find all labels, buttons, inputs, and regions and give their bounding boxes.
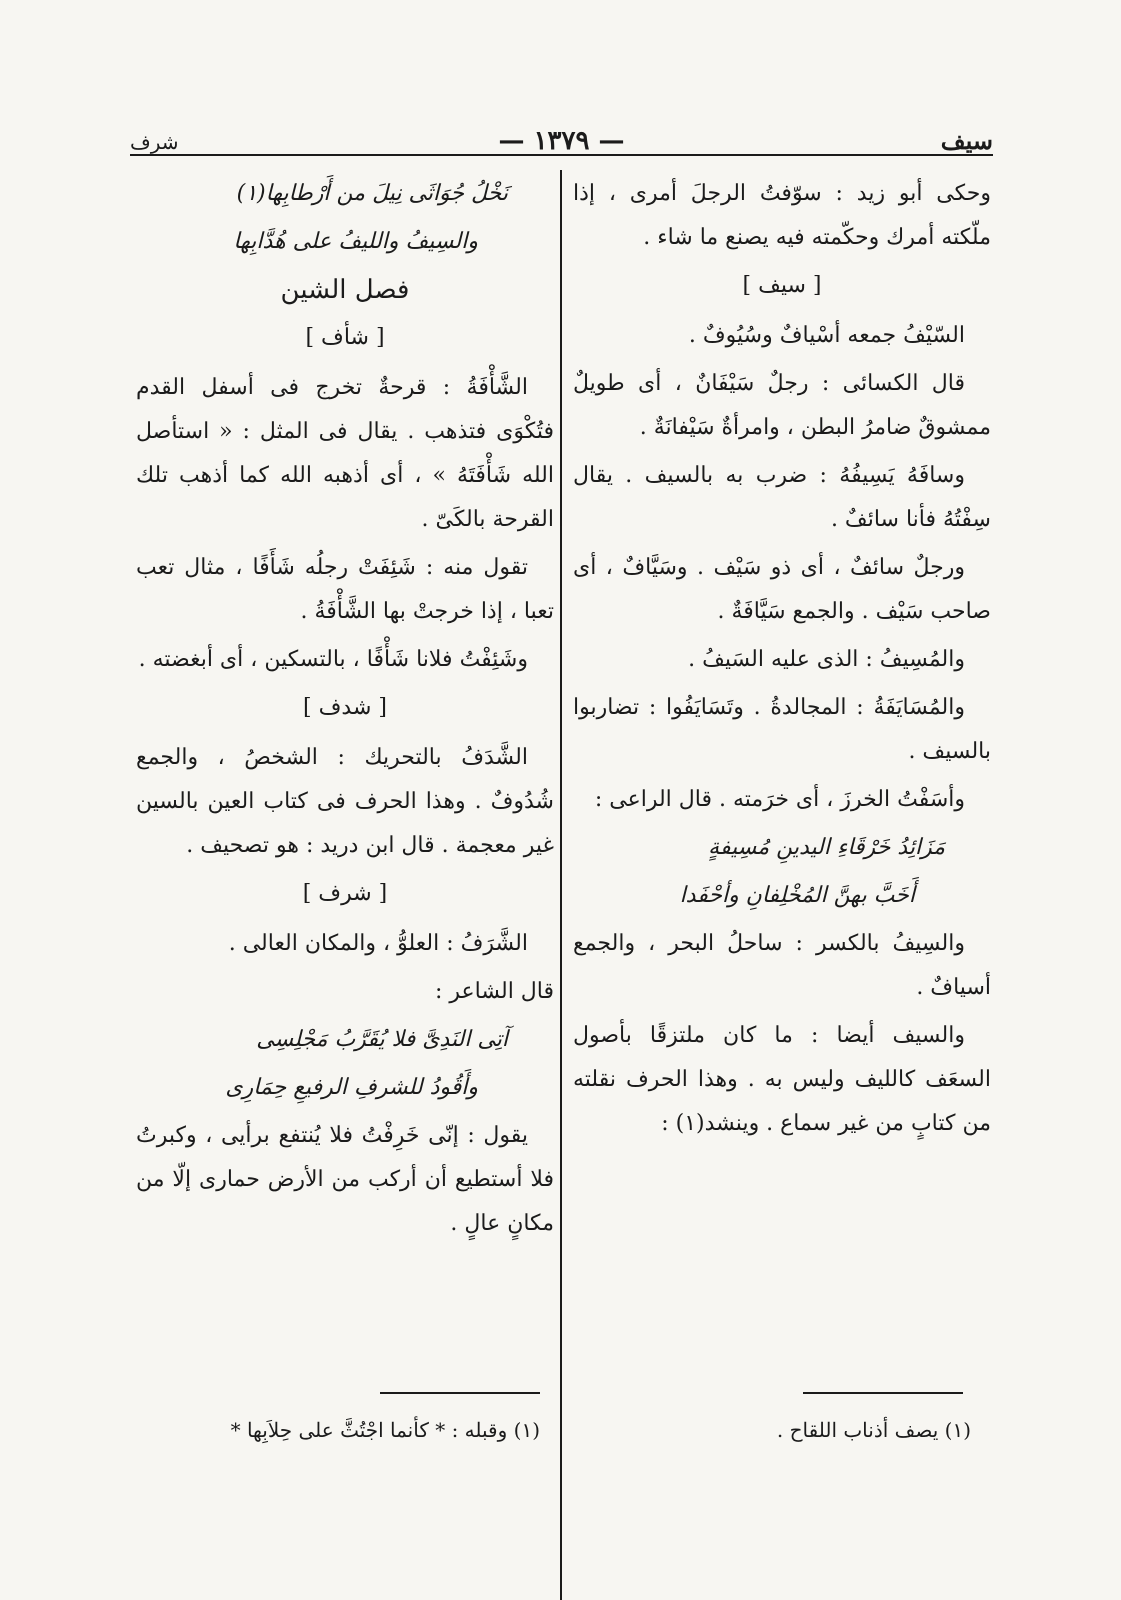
header-rule <box>130 154 993 156</box>
paragraph: والمُسِيفُ : الذى عليه السَيفُ . <box>688 647 965 672</box>
paragraph: وسافَهُ يَسِيفُهُ : ضرب به بالسيف . يقال سِفْتُهُ فأنا سائفٌ . <box>573 463 991 532</box>
entry-heading-sharaf: [ شرف ] <box>302 881 388 906</box>
paragraph: تقول منه : شَئِفَتْ رجلُه شَأَفًا ، مثال تعب تعبا ، إذا خرجتْ بها الشَّأْفَةُ . <box>136 555 554 624</box>
page-number: — ١٣٧٩ — <box>498 126 625 156</box>
footnote-right: (١) يصف أذناب اللقاح . <box>776 1418 971 1442</box>
verse-line: مَزَائِدُ خَرْقَاءِ اليدينِ مُسِيفةٍ <box>708 835 945 860</box>
header-entry-right: سيف <box>940 126 993 155</box>
right-column <box>573 172 991 1390</box>
paragraph: يقول : إنّى خَرِفْتُ فلا يُنتفع برأيى ، وكبرتُ فلا أستطيع أن أركب من الأرض حمارى إلّا من مكانٍ عالٍ . <box>136 1123 554 1236</box>
paragraph: السّيْفُ جمعه أسْيافٌ وسُيُوفٌ . <box>688 323 965 348</box>
verse-line: آتِى النَدِىَّ فلا يُقَرَّبُ مَجْلِسِى <box>256 1027 508 1052</box>
verse-line: وأَقُودُ للشرفِ الرفيعِ حِمَارِى <box>225 1075 478 1100</box>
paragraph: وحكى أبو زيد : سوّفتُ الرجلَ أمرى ، إذا ملّكته أمرك وحكّمته فيه يصنع ما شاء . <box>573 181 991 250</box>
left-column <box>136 172 554 1390</box>
paragraph: وأسَفْتُ الخرزَ ، أى خرَمته . قال الراعى : <box>594 787 965 812</box>
footnote-left: (١) وقبله : * كأنما اجْتُثَّ على حِلاَبِها * <box>230 1418 540 1442</box>
entry-heading-shadaf: [ شدف ] <box>303 695 387 720</box>
paragraph: الشَّرَفُ : العلوُّ ، والمكان العالى . <box>228 931 528 956</box>
footnote-rule <box>803 1392 963 1394</box>
column-divider <box>560 170 562 1600</box>
entry-heading-shaaf: [ شأف ] <box>305 325 385 350</box>
paragraph: والسِيفُ بالكسر : ساحلُ البحر ، والجمع أسيافٌ . <box>573 931 991 1000</box>
paragraph: وشَئِفْتُ فلانا شَأْفًا ، بالتسكين ، أى أبغضته . <box>138 647 528 672</box>
entry-heading-sayf: [ سيف ] <box>742 273 822 298</box>
paragraph: ورجلٌ سائفٌ ، أى ذو سَيْف . وسَيَّافٌ ، أى صاحب سَيْف . والجمع سَيَّافَةٌ . <box>573 555 991 624</box>
verse-line: أَخَبَّ بهنَّ المُخْلِفانِ وأحْفَدا <box>679 883 915 908</box>
section-title: فصل الشين <box>280 275 410 305</box>
paragraph: الشَّدَفُ بالتحريك : الشخصُ ، والجمع شُدُوفٌ . وهذا الحرف فى كتاب العين بالسين غير معجمة . قال ابن دريد : هو تصحيف . <box>136 745 554 858</box>
paragraph: الشَّأْفَةُ : قرحةٌ تخرج فى أسفل القدم فتُكْوَى فتذهب . يقال فى المثل : « استأصل الله شَأْفَتَهُ » ، أى أذهبه الله كما أذهب تلك القرحة بالكَىّ . <box>136 375 554 532</box>
verse-line: والسِيفُ والليفُ على هُدَّابِها <box>233 229 478 254</box>
paragraph: والسيف أيضا : ما كان ملتزقًا بأصول السعَف كالليف وليس به . وهذا الحرف نقلته من كتابٍ من غير سماع . وينشد(١) : <box>573 1023 991 1136</box>
verse-line: نَخْلُ جُوَاثَى نِيلَ من أَرْطابِها(١) <box>236 181 508 206</box>
header-entry-left: شرف <box>130 130 179 154</box>
footnote-rule <box>380 1392 540 1394</box>
paragraph: قال الكسائى : رجلٌ سَيْفَانٌ ، أى طويلٌ ممشوقٌ ضامرُ البطن ، وامرأةٌ سَيْفانَةٌ . <box>573 371 991 440</box>
paragraph: قال الشاعر : <box>434 979 554 1004</box>
paragraph: والمُسَايَفَةُ : المجالدةُ . وتَسَايَفُوا : تضاربوا بالسيف . <box>573 695 991 764</box>
